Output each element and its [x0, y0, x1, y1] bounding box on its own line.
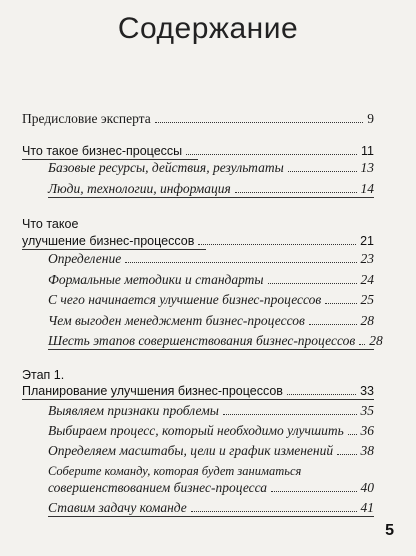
toc-entry-page: 9	[367, 111, 374, 126]
toc-entry-text: Определение	[48, 251, 122, 266]
toc-entry-text: Определяем масштабы, цели и график изменений	[48, 443, 334, 458]
subsection-underline	[48, 516, 374, 517]
toc-entry-text: улучшение бизнес-процессов	[22, 234, 195, 248]
dot-leader	[198, 244, 356, 245]
toc-entry-text: Базовые ресурсы, действия, результаты	[48, 160, 284, 175]
dot-leader	[288, 171, 357, 172]
toc-entry-team-line1: Соберите команду, которая будет заниматься	[48, 464, 302, 478]
dot-leader	[268, 283, 357, 284]
section-underline	[22, 399, 374, 400]
toc-entry-page: 25	[360, 292, 374, 307]
toc-entry-text: Чем выгоден менеджмент бизнес-процессов	[48, 313, 305, 328]
toc-entry-preface[interactable]	[22, 111, 374, 127]
toc-entry-text: Выбираем процесс, который необходимо улучшить	[48, 423, 344, 438]
subsection-underline	[48, 349, 374, 350]
toc-entry-text: Планирование улучшения бизнес-процессов	[22, 384, 283, 398]
toc-entry-base-resources[interactable]	[48, 160, 374, 176]
dot-leader	[155, 122, 364, 123]
toc-section-stage1[interactable]	[22, 383, 374, 399]
toc-entry-team-task[interactable]	[48, 500, 374, 516]
toc-entry-page: 33	[360, 384, 374, 398]
toc-entry-text: Шесть этапов совершенствования бизнес-процессов	[48, 333, 356, 348]
toc-entry-page: 38	[360, 443, 374, 458]
dot-leader	[125, 262, 356, 263]
toc-section-improve-line1: Что такое	[22, 217, 79, 231]
dot-leader	[271, 491, 356, 492]
toc-entry-team[interactable]	[48, 480, 374, 496]
dot-leader	[348, 434, 357, 435]
toc-entry-page: 21	[360, 234, 374, 248]
toc-entry-page: 41	[360, 500, 374, 515]
toc-entry-page: 40	[360, 480, 374, 495]
toc-entry-problem-signs[interactable]	[48, 403, 374, 419]
toc-entry-text: Формальные методики и стандарты	[48, 272, 264, 287]
toc-entry-text: Что такое бизнес-процессы	[22, 144, 183, 158]
page-title: Содержание	[117, 12, 299, 45]
toc-entry-definition[interactable]	[48, 251, 374, 267]
toc-entry-six-stages[interactable]	[48, 333, 383, 349]
toc-entry-people-tech[interactable]	[48, 181, 374, 197]
dot-leader	[337, 454, 356, 455]
dot-leader	[191, 511, 357, 512]
dot-leader	[186, 154, 357, 155]
toc-entry-formal-methods[interactable]	[48, 272, 374, 288]
toc-entry-text: Ставим задачу команде	[48, 500, 187, 515]
toc-entry-benefit[interactable]	[48, 313, 374, 329]
toc-entry-page: 11	[361, 144, 374, 158]
dot-leader	[235, 192, 357, 193]
toc-entry-page: 35	[360, 403, 374, 418]
toc-section-improve[interactable]	[22, 233, 374, 249]
toc-section-stage1-line1: Этап 1.	[22, 368, 65, 382]
dot-leader	[309, 324, 357, 325]
dot-leader	[287, 394, 356, 395]
toc-entry-text: Люди, технологии, информация	[48, 181, 231, 196]
toc-entry-text: С чего начинается улучшение бизнес-процессов	[48, 292, 322, 307]
subsection-underline	[48, 197, 374, 198]
toc-entry-text: совершенствованием бизнес-процесса	[48, 480, 268, 495]
toc-section-what-is[interactable]	[22, 143, 374, 159]
toc-entry-where-starts[interactable]	[48, 292, 374, 308]
dot-leader	[325, 303, 356, 304]
toc-entry-text: Предисловие эксперта	[22, 111, 151, 126]
toc-entry-page: 28	[369, 333, 383, 348]
toc-entry-scale-goals[interactable]	[48, 443, 374, 459]
toc-entry-page: 28	[360, 313, 374, 328]
toc-entry-page: 14	[360, 181, 374, 196]
dot-leader	[223, 414, 357, 415]
toc-entry-page: 13	[360, 160, 374, 175]
toc-entry-choose-process[interactable]	[48, 423, 374, 439]
toc-entry-page: 23	[360, 251, 374, 266]
toc-entry-page: 36	[360, 423, 374, 438]
page-number: 5	[385, 522, 394, 539]
toc-entry-text: Выявляем признаки проблемы	[48, 403, 219, 418]
toc-entry-page: 24	[360, 272, 374, 287]
section-underline	[22, 249, 206, 250]
